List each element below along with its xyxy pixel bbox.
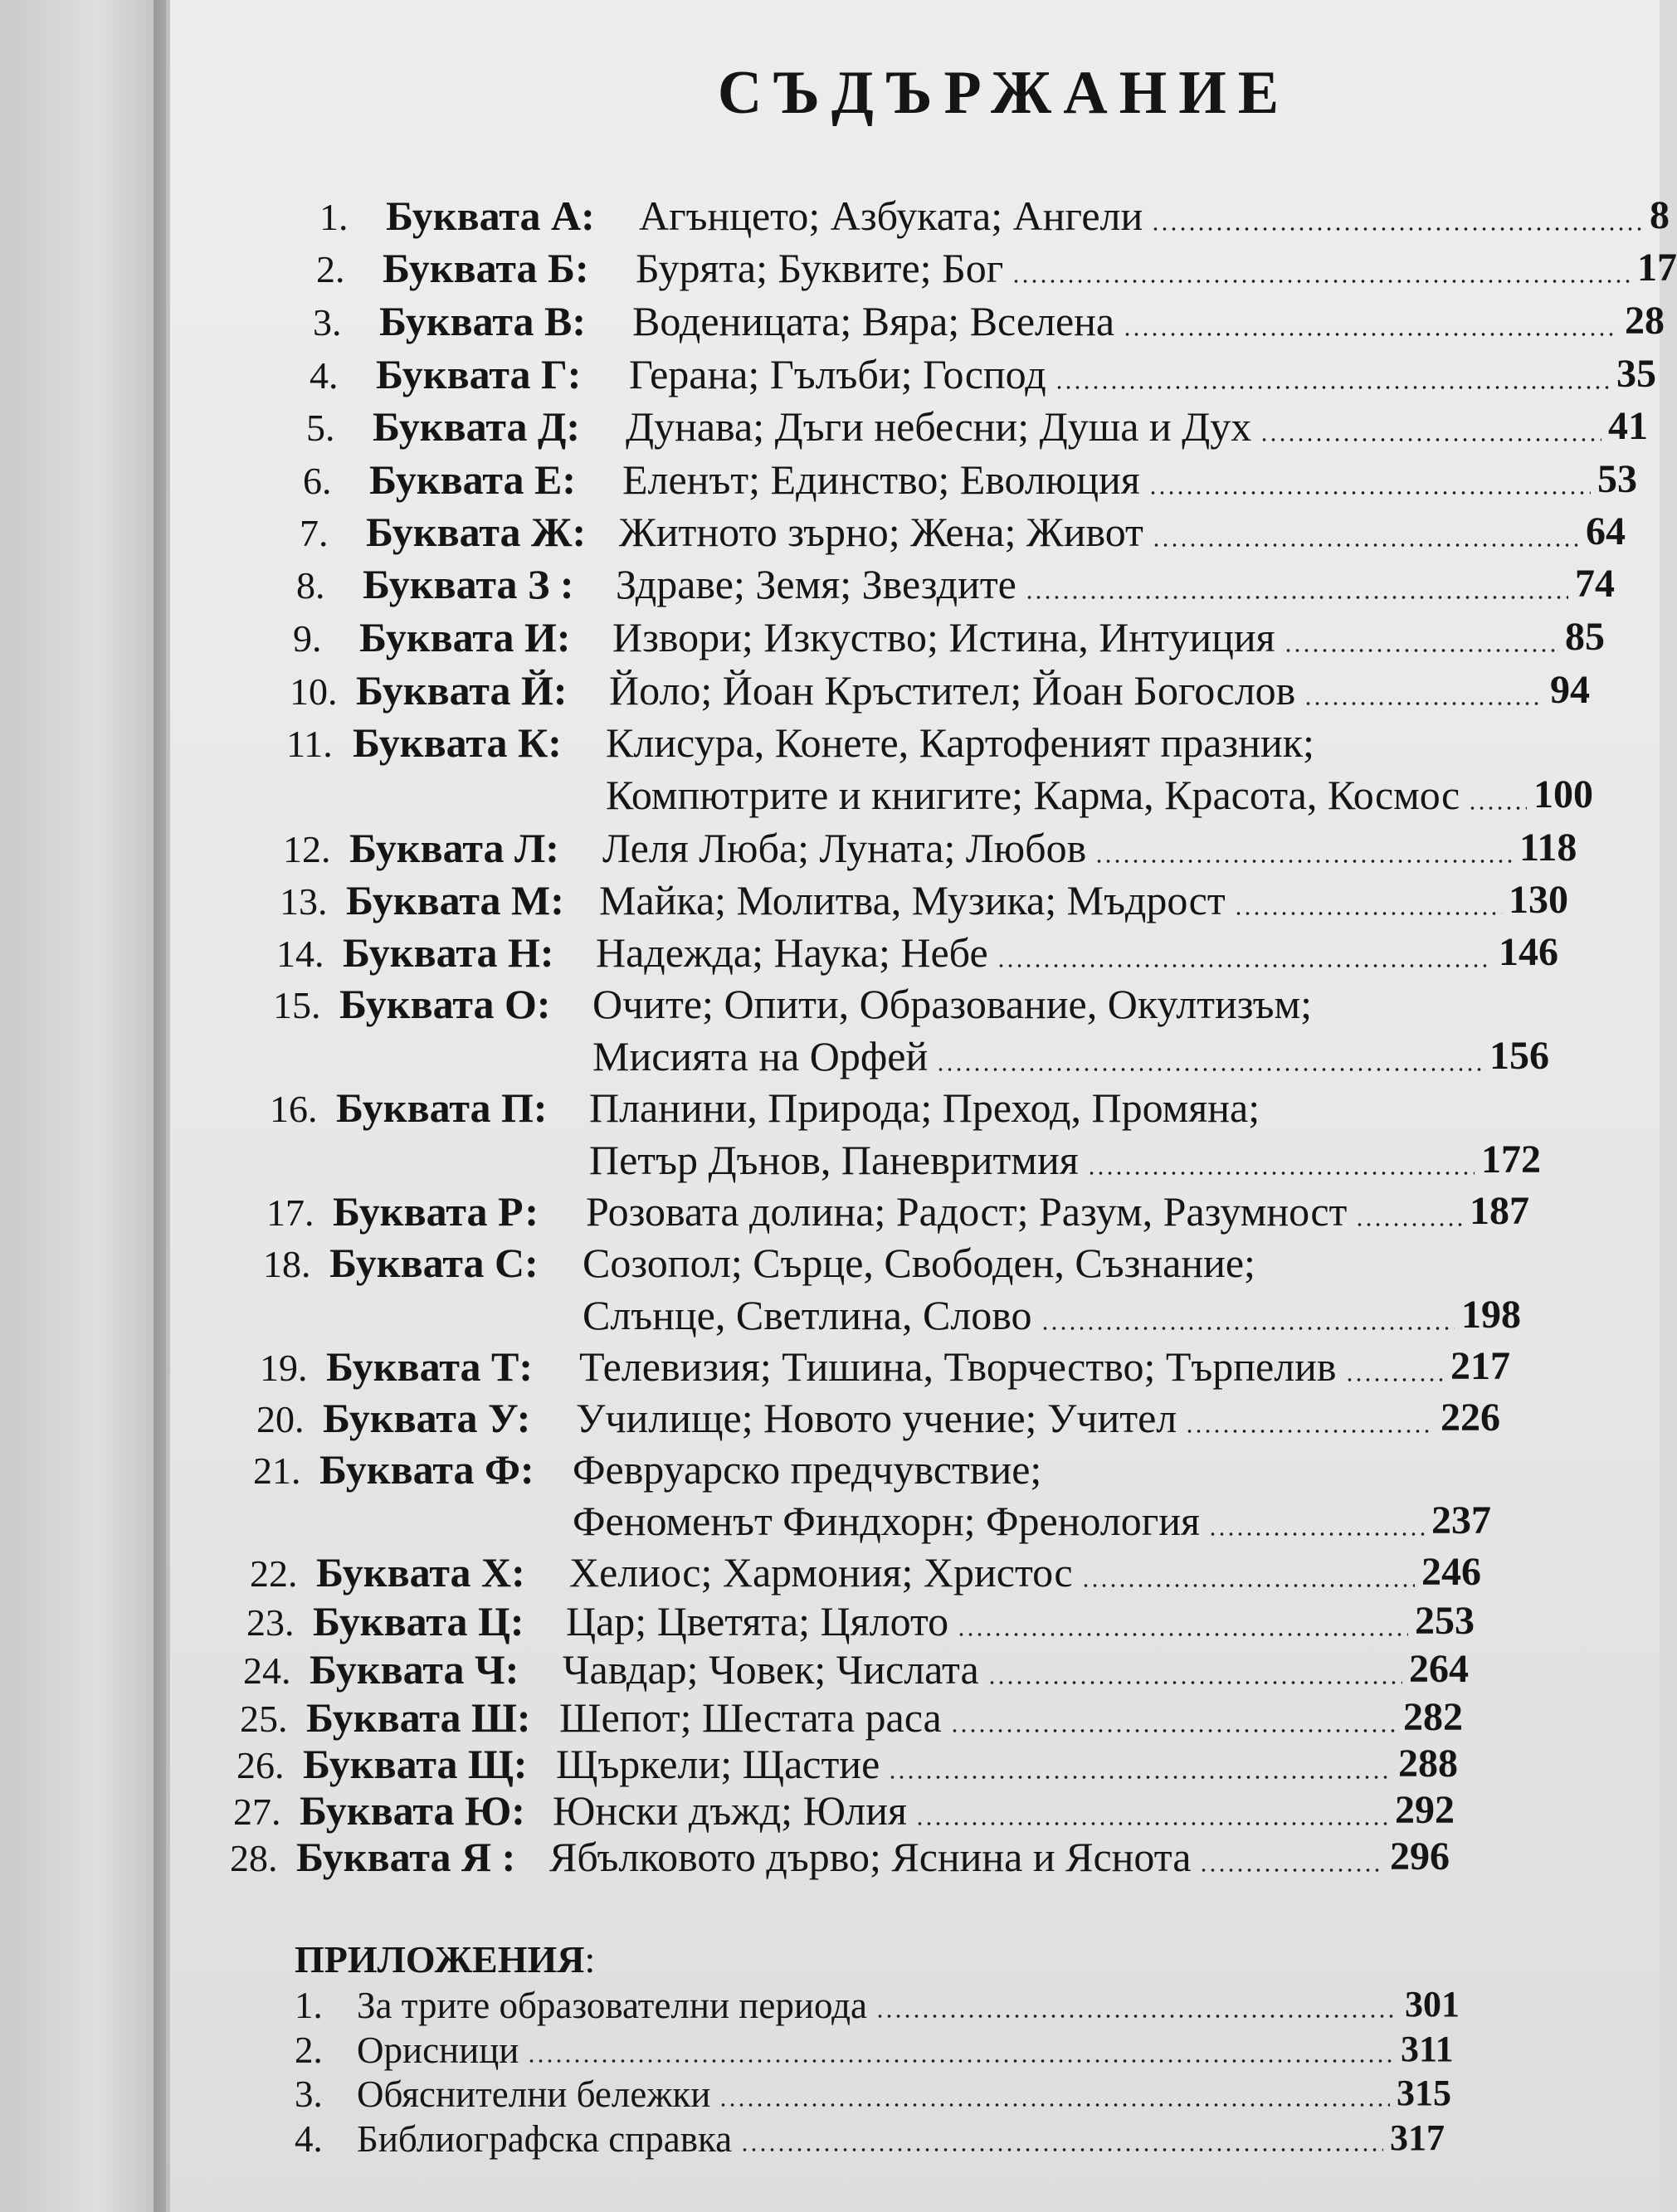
- dot-leader: [1304, 702, 1543, 705]
- entry-letter-label: Буквата Л:: [349, 825, 559, 871]
- entry-topics-continued: Компютрите и книгите; Карма, Красота, Космос: [606, 772, 1460, 818]
- appendices-heading-text: ПРИЛОЖЕНИЯ: [295, 1938, 585, 1981]
- entry-letter-label: Буквата Щ:: [303, 1741, 528, 1787]
- entry-number: 28.: [230, 1837, 278, 1879]
- entry-topics: Ябълковото дърво; Яснина и Яснота: [549, 1834, 1192, 1880]
- toc-entry: [240, 1693, 942, 1744]
- entry-number: 26.: [236, 1744, 285, 1786]
- toc-entry: [310, 349, 1046, 401]
- entry-topics: Извори; Изкуство; Истина, Интуиция: [612, 614, 1275, 660]
- entry-topics: Клисура, Конете, Картофеният празник;: [606, 719, 1314, 766]
- page-number: 35: [1616, 352, 1656, 396]
- entry-letter-label: Буквата А:: [386, 192, 595, 239]
- toc-entry: [276, 928, 988, 979]
- dot-leader: [1025, 596, 1568, 599]
- appendices-heading-colon: :: [584, 1938, 596, 1981]
- dot-leader: [987, 1681, 1402, 1684]
- page-number: 198: [1461, 1293, 1521, 1337]
- entry-letter-label: Буквата Ц:: [313, 1598, 524, 1644]
- dot-leader: [1260, 438, 1601, 441]
- toc-entry: [246, 1596, 948, 1648]
- toc-entry: [286, 718, 1314, 769]
- entry-number: 19.: [260, 1347, 308, 1389]
- dot-leader: [1151, 227, 1643, 231]
- dot-leader: [957, 1633, 1408, 1636]
- appendix-item: [295, 2028, 519, 2073]
- appendix-number: 4.: [295, 2118, 323, 2160]
- page-number: 288: [1398, 1742, 1458, 1786]
- page-number: 172: [1481, 1138, 1541, 1182]
- entry-number: 9.: [293, 617, 322, 660]
- toc-entry: [263, 1238, 1255, 1289]
- toc-entry: [230, 1832, 1191, 1883]
- page-number: 146: [1499, 930, 1558, 974]
- entry-topics: Надежда; Наука; Небе: [596, 929, 988, 976]
- contents-page: [170, 0, 1677, 2212]
- entry-letter-label: Буквата Н:: [343, 929, 554, 976]
- entry-letter-label: Буквата В:: [379, 298, 586, 344]
- entry-letter-label: Буквата О:: [339, 981, 551, 1027]
- toc-entry: [319, 191, 1143, 242]
- page-number: 282: [1403, 1695, 1463, 1739]
- entry-topics: Щъркели; Щастие: [556, 1741, 880, 1787]
- entry-letter-label: Буквата Ч:: [310, 1646, 519, 1693]
- appendix-page-number: 311: [1401, 2029, 1454, 2069]
- dot-leader: [1041, 1327, 1455, 1330]
- toc-entry: [266, 1186, 1347, 1238]
- appendices-heading: [295, 1937, 595, 1981]
- page-number: 118: [1519, 826, 1577, 870]
- entry-number: 22.: [250, 1552, 298, 1595]
- page-number: 100: [1533, 772, 1593, 816]
- entry-topics: Дунава; Дъги небесни; Душа и Дух: [626, 403, 1252, 450]
- entry-letter-label: Буквата С:: [329, 1240, 539, 1286]
- page-number: 264: [1409, 1647, 1469, 1691]
- entry-topics-continued: Феноменът Финдхорн; Френология: [573, 1498, 1201, 1544]
- page-number: 217: [1450, 1344, 1510, 1388]
- entry-letter-label: Буквата К:: [353, 719, 562, 766]
- entry-topics: Еленът; Единство; Еволюция: [622, 456, 1140, 503]
- toc-entry: [250, 1547, 1073, 1599]
- dot-leader: [875, 2015, 1398, 2018]
- entry-topics: Здраве; Земя; Звездите: [616, 561, 1016, 607]
- entry-number: 3.: [313, 301, 342, 343]
- entry-letter-label: Буквата Г:: [376, 351, 582, 397]
- dot-leader: [740, 2148, 1383, 2151]
- entry-letter-label: Буквата Б:: [383, 245, 589, 291]
- facing-page-edge: [0, 0, 166, 2212]
- dot-leader: [1094, 860, 1513, 863]
- appendix-label: Орисници: [357, 2029, 519, 2071]
- entry-topics: Леля Люба; Луната; Любов: [602, 825, 1087, 871]
- appendix-label: Библиографска справка: [357, 2118, 733, 2160]
- entry-letter-label: Буквата И:: [359, 614, 571, 660]
- toc-entry: [256, 1393, 1177, 1445]
- entry-topics-continued: Петър Дънов, Паневритмия: [589, 1137, 1079, 1183]
- entry-letter-label: Буквата Х:: [316, 1549, 525, 1596]
- appendix-item: [295, 2072, 710, 2117]
- entry-number: 18.: [263, 1243, 311, 1285]
- entry-number: 8.: [296, 564, 325, 607]
- appendix-item: [295, 2117, 732, 2161]
- toc-entry: [296, 559, 1016, 611]
- page-number: 41: [1608, 404, 1648, 448]
- dot-leader: [1199, 1869, 1383, 1872]
- entry-letter-label: Буквата Е:: [369, 456, 576, 503]
- toc-entry: [313, 296, 1114, 348]
- entry-number: 4.: [310, 354, 339, 397]
- dot-leader: [936, 1068, 1483, 1071]
- dot-leader: [997, 964, 1492, 967]
- entry-letter-label: Буквата З :: [363, 561, 574, 607]
- dot-leader: [915, 1822, 1388, 1825]
- entry-number: 11.: [286, 723, 333, 765]
- dot-leader: [888, 1776, 1392, 1779]
- page-number: 246: [1421, 1550, 1481, 1594]
- entry-number: 16.: [270, 1088, 318, 1130]
- entry-number: 12.: [283, 828, 331, 870]
- page-number: 94: [1550, 668, 1590, 712]
- entry-topics: Майка; Молитва, Музика; Мъдрост: [599, 877, 1226, 923]
- page-number: 64: [1586, 509, 1626, 553]
- entry-number: 10.: [290, 670, 338, 713]
- entry-topics: Розовата долина; Радост; Разум, Разумност: [586, 1188, 1348, 1235]
- toc-entry: [306, 402, 1251, 453]
- toc-entry: [316, 243, 1003, 295]
- entry-letter-label: Буквата Т:: [326, 1343, 533, 1390]
- toc-entry: [293, 612, 1275, 664]
- entry-topics: Планини, Природа; Преход, Промяна;: [589, 1084, 1260, 1131]
- dot-leader: [1012, 280, 1631, 283]
- toc-entry: [303, 455, 1140, 506]
- dot-leader: [1284, 649, 1558, 652]
- page-number: 17: [1637, 246, 1677, 290]
- entry-number: 5.: [306, 407, 335, 449]
- entry-topics: Цар; Цветята; Цялото: [566, 1598, 949, 1644]
- entry-letter-label: Буквата Р:: [333, 1188, 539, 1235]
- entry-topics: Житното зърно; Жена; Живот: [619, 509, 1143, 555]
- entry-topics: Созопол; Сърце, Свободен, Съзнание;: [583, 1240, 1255, 1286]
- toc-entry: [270, 1083, 1260, 1134]
- appendix-number: 1.: [295, 1985, 323, 2026]
- entry-number: 1.: [319, 196, 349, 238]
- toc-entry: [253, 1445, 1041, 1496]
- entry-letter-label: Буквата М:: [346, 877, 564, 923]
- page-number: 130: [1509, 878, 1568, 922]
- dot-leader: [950, 1729, 1397, 1732]
- appendix-page-number: 317: [1390, 2117, 1445, 2158]
- entry-letter-label: Буквата Й:: [356, 667, 568, 714]
- entry-topics: Чавдар; Човек; Числата: [563, 1646, 979, 1693]
- entry-letter-label: Буквата Ш:: [306, 1694, 531, 1741]
- entry-topics: Училище; Новото учение; Учител: [576, 1395, 1177, 1441]
- entry-number: 25.: [240, 1698, 288, 1740]
- entry-number: 23.: [246, 1601, 295, 1644]
- appendix-item: [295, 1983, 867, 2028]
- dot-leader: [1208, 1532, 1425, 1536]
- entry-topics: Юнски дъжд; Юлия: [553, 1787, 908, 1834]
- entry-topics: Шепот; Шестата раса: [559, 1694, 942, 1741]
- entry-letter-label: Буквата Д:: [373, 403, 581, 450]
- dot-leader: [1055, 386, 1610, 389]
- entry-letter-label: Буквата Ю:: [300, 1787, 525, 1834]
- entry-letter-label: Буквата Я :: [296, 1834, 516, 1880]
- page-title: СЪДЪРЖАНИЕ: [717, 59, 1291, 127]
- entry-number: 15.: [273, 984, 321, 1026]
- appendix-number: 2.: [295, 2029, 323, 2071]
- entry-topics: Йоло; Йоан Кръстител; Йоан Богослов: [609, 667, 1296, 714]
- toc-entry: [236, 1739, 880, 1791]
- appendix-page-number: 301: [1405, 1984, 1460, 2024]
- entry-letter-label: Буквата У:: [323, 1395, 531, 1441]
- page-number: 237: [1431, 1498, 1491, 1542]
- toc-entry: [280, 875, 1226, 927]
- entry-number: 17.: [266, 1191, 314, 1234]
- page-number: 187: [1470, 1189, 1529, 1233]
- entry-topics: Воденицата; Вяра; Вселена: [632, 298, 1115, 344]
- entry-number: 27.: [233, 1791, 281, 1833]
- toc-entry: [300, 507, 1143, 558]
- page-number: 296: [1390, 1834, 1450, 1878]
- dot-leader: [1087, 1172, 1475, 1175]
- dot-leader: [1152, 543, 1579, 547]
- entry-topics: Герана; Гълъби; Господ: [629, 351, 1046, 397]
- appendix-page-number: 315: [1397, 2073, 1451, 2113]
- appendix-label: За трите образователни периода: [357, 1985, 868, 2026]
- entry-number: 13.: [280, 880, 328, 923]
- toc-entry: [260, 1342, 1337, 1393]
- toc-entry: [243, 1644, 979, 1696]
- dot-leader: [1148, 491, 1591, 495]
- appendix-label: Обяснителни бележки: [357, 2073, 711, 2115]
- entry-number: 7.: [300, 512, 329, 554]
- dot-leader: [1081, 1584, 1415, 1587]
- page-number: 28: [1625, 299, 1665, 343]
- appendix-number: 3.: [295, 2073, 323, 2115]
- page-number: 292: [1395, 1788, 1455, 1832]
- entry-topics: Февруарско предчувствие;: [573, 1446, 1042, 1493]
- dot-leader: [1123, 333, 1618, 336]
- entry-letter-label: Буквата П:: [336, 1084, 548, 1131]
- entry-letter-label: Буквата Ж:: [366, 509, 587, 555]
- dot-leader: [1468, 806, 1527, 810]
- entry-number: 20.: [256, 1398, 305, 1440]
- entry-topics: Телевизия; Тишина, Творчество; Търпелив: [579, 1343, 1337, 1390]
- dot-leader: [719, 2103, 1390, 2107]
- page-number: 53: [1597, 457, 1637, 501]
- entry-number: 14.: [276, 933, 324, 975]
- entry-topics: Бурята; Буквите; Бог: [636, 245, 1004, 291]
- toc-entry: [283, 823, 1086, 875]
- entry-topics: Агънцето; Азбуката; Ангели: [639, 192, 1143, 239]
- toc-entry: [233, 1786, 907, 1837]
- entry-number: 21.: [253, 1449, 301, 1492]
- entry-number: 24.: [243, 1649, 291, 1692]
- entry-topics-continued: Слънце, Светлина, Слово: [583, 1292, 1032, 1338]
- page-number: 74: [1575, 562, 1615, 606]
- entry-number: 2.: [316, 248, 345, 290]
- entry-topics: Очите; Опити, Образование, Окултизъм;: [592, 981, 1313, 1027]
- dot-leader: [1345, 1378, 1444, 1381]
- entry-topics-continued: Мисията на Орфей: [592, 1033, 929, 1079]
- toc-entry: [290, 665, 1295, 717]
- dot-leader: [1234, 912, 1502, 915]
- page-number: 8: [1650, 193, 1670, 237]
- dot-leader: [527, 2059, 1394, 2063]
- dot-leader: [1355, 1223, 1463, 1226]
- page-number: 226: [1441, 1396, 1500, 1440]
- page-number: 156: [1489, 1034, 1549, 1078]
- entry-number: 6.: [303, 460, 332, 502]
- toc-entry: [273, 979, 1312, 1030]
- entry-letter-label: Буквата Ф:: [319, 1446, 534, 1493]
- dot-leader: [1185, 1430, 1434, 1433]
- page-number: 85: [1565, 615, 1605, 659]
- entry-topics: Хелиос; Хармония; Христос: [569, 1549, 1073, 1596]
- page-number: 253: [1415, 1599, 1475, 1643]
